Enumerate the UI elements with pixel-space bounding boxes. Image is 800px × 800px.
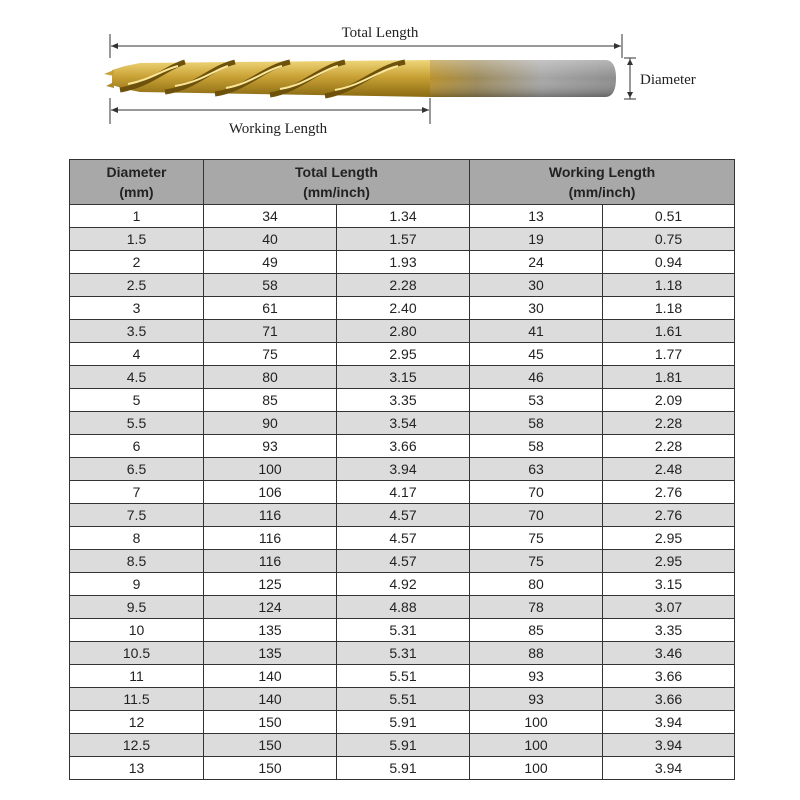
cell-working-mm: 46 [470, 366, 603, 389]
cell-total-inch: 5.31 [337, 642, 470, 665]
cell-total-inch: 2.40 [337, 297, 470, 320]
cell-total-mm: 40 [204, 228, 337, 251]
cell-working-inch: 3.66 [603, 688, 735, 711]
cell-working-mm: 30 [470, 274, 603, 297]
cell-working-inch: 3.94 [603, 711, 735, 734]
cell-diameter: 6 [70, 435, 204, 458]
cell-working-mm: 58 [470, 435, 603, 458]
cell-diameter: 9.5 [70, 596, 204, 619]
cell-working-mm: 93 [470, 665, 603, 688]
drill-bit-image [104, 60, 616, 97]
table-row [70, 642, 735, 665]
cell-diameter: 12 [70, 711, 204, 734]
cell-total-mm: 140 [204, 665, 337, 688]
cell-working-inch: 2.76 [603, 481, 735, 504]
table-row [70, 389, 735, 412]
cell-working-inch: 3.46 [603, 642, 735, 665]
cell-working-mm: 88 [470, 642, 603, 665]
cell-working-mm: 100 [470, 757, 603, 780]
cell-working-inch: 0.75 [603, 228, 735, 251]
cell-working-inch: 1.81 [603, 366, 735, 389]
cell-diameter: 12.5 [70, 734, 204, 757]
cell-total-mm: 150 [204, 711, 337, 734]
cell-total-mm: 116 [204, 504, 337, 527]
cell-diameter: 1.5 [70, 228, 204, 251]
table-row [70, 688, 735, 711]
cell-total-inch: 2.28 [337, 274, 470, 297]
cell-total-inch: 4.57 [337, 550, 470, 573]
table-row [70, 228, 735, 251]
cell-working-mm: 80 [470, 573, 603, 596]
cell-total-mm: 75 [204, 343, 337, 366]
header-total-length-unit: (mm/inch) [303, 184, 370, 200]
table-row [70, 205, 735, 228]
cell-diameter: 10.5 [70, 642, 204, 665]
cell-working-inch: 1.77 [603, 343, 735, 366]
cell-total-inch: 1.93 [337, 251, 470, 274]
cell-total-mm: 116 [204, 550, 337, 573]
drill-size-table [69, 159, 735, 780]
header-diameter [70, 160, 204, 205]
table-row [70, 527, 735, 550]
cell-working-inch: 1.18 [603, 274, 735, 297]
cell-working-mm: 70 [470, 504, 603, 527]
table-row [70, 343, 735, 366]
cell-working-inch: 3.94 [603, 757, 735, 780]
table-row [70, 596, 735, 619]
header-working-length-title: Working Length [548, 164, 656, 180]
cell-diameter: 4.5 [70, 366, 204, 389]
header-diameter-unit: (mm) [119, 184, 154, 200]
cell-total-inch: 4.92 [337, 573, 470, 596]
cell-working-mm: 41 [470, 320, 603, 343]
table-row [70, 550, 735, 573]
cell-total-mm: 85 [204, 389, 337, 412]
cell-working-inch: 0.51 [603, 205, 735, 228]
cell-total-mm: 140 [204, 688, 337, 711]
cell-working-inch: 2.09 [603, 389, 735, 412]
cell-total-inch: 1.57 [337, 228, 470, 251]
header-working-length-unit: (mm/inch) [568, 184, 636, 200]
cell-working-inch: 3.35 [603, 619, 735, 642]
cell-diameter: 5 [70, 389, 204, 412]
cell-diameter: 13 [70, 757, 204, 780]
cell-working-mm: 58 [470, 412, 603, 435]
cell-diameter: 10 [70, 619, 204, 642]
cell-total-inch: 4.88 [337, 596, 470, 619]
cell-total-inch: 3.35 [337, 389, 470, 412]
cell-diameter: 1 [70, 205, 204, 228]
header-total-length [204, 160, 470, 205]
cell-total-inch: 4.17 [337, 481, 470, 504]
cell-working-mm: 45 [470, 343, 603, 366]
cell-working-mm: 100 [470, 711, 603, 734]
cell-diameter: 5.5 [70, 412, 204, 435]
diameter-dimension [624, 58, 696, 99]
cell-total-inch: 3.15 [337, 366, 470, 389]
cell-total-mm: 135 [204, 619, 337, 642]
cell-working-inch: 2.76 [603, 504, 735, 527]
table-row [70, 504, 735, 527]
cell-working-inch: 2.95 [603, 550, 735, 573]
cell-diameter: 11 [70, 665, 204, 688]
cell-diameter: 11.5 [70, 688, 204, 711]
cell-diameter: 7 [70, 481, 204, 504]
cell-working-inch: 3.15 [603, 573, 735, 596]
cell-working-mm: 70 [470, 481, 603, 504]
cell-total-inch: 5.51 [337, 688, 470, 711]
cell-total-inch: 4.57 [337, 527, 470, 550]
cell-diameter: 4 [70, 343, 204, 366]
cell-total-mm: 150 [204, 734, 337, 757]
working-length-label: Working Length [228, 121, 328, 137]
cell-working-mm: 19 [470, 228, 603, 251]
table-header-row [70, 160, 735, 205]
drill-bit-diagram [0, 0, 800, 150]
cell-total-inch: 5.91 [337, 734, 470, 757]
cell-diameter: 7.5 [70, 504, 204, 527]
cell-total-inch: 4.57 [337, 504, 470, 527]
cell-total-mm: 90 [204, 412, 337, 435]
cell-working-mm: 53 [470, 389, 603, 412]
cell-working-mm: 13 [470, 205, 603, 228]
cell-total-mm: 49 [204, 251, 337, 274]
cell-total-inch: 1.34 [337, 205, 470, 228]
cell-diameter: 2 [70, 251, 204, 274]
cell-total-inch: 5.31 [337, 619, 470, 642]
cell-working-mm: 78 [470, 596, 603, 619]
table-row [70, 320, 735, 343]
cell-working-inch: 1.61 [603, 320, 735, 343]
cell-diameter: 9 [70, 573, 204, 596]
cell-total-mm: 34 [204, 205, 337, 228]
cell-working-inch: 2.28 [603, 435, 735, 458]
cell-total-mm: 116 [204, 527, 337, 550]
table-row [70, 251, 735, 274]
cell-working-mm: 24 [470, 251, 603, 274]
table-row [70, 274, 735, 297]
cell-total-mm: 125 [204, 573, 337, 596]
table-row [70, 711, 735, 734]
cell-working-inch: 3.07 [603, 596, 735, 619]
cell-working-inch: 0.94 [603, 251, 735, 274]
cell-working-mm: 93 [470, 688, 603, 711]
cell-total-inch: 2.80 [337, 320, 470, 343]
cell-diameter: 6.5 [70, 458, 204, 481]
cell-diameter: 3.5 [70, 320, 204, 343]
total-length-label: Total Length [341, 25, 419, 41]
working-length-dimension [110, 98, 430, 137]
cell-diameter: 8 [70, 527, 204, 550]
table-row [70, 435, 735, 458]
table-row [70, 366, 735, 389]
cell-total-mm: 61 [204, 297, 337, 320]
cell-working-mm: 63 [470, 458, 603, 481]
cell-total-inch: 2.95 [337, 343, 470, 366]
cell-total-inch: 5.51 [337, 665, 470, 688]
cell-working-mm: 30 [470, 297, 603, 320]
cell-total-inch: 3.66 [337, 435, 470, 458]
cell-total-mm: 150 [204, 757, 337, 780]
cell-total-inch: 5.91 [337, 711, 470, 734]
cell-total-mm: 58 [204, 274, 337, 297]
cell-total-mm: 71 [204, 320, 337, 343]
cell-total-inch: 5.91 [337, 757, 470, 780]
table-row [70, 757, 735, 780]
table-row [70, 573, 735, 596]
table-row [70, 412, 735, 435]
cell-diameter: 2.5 [70, 274, 204, 297]
table-row [70, 297, 735, 320]
cell-working-mm: 75 [470, 527, 603, 550]
cell-working-inch: 2.28 [603, 412, 735, 435]
header-diameter-title: Diameter [106, 164, 167, 180]
header-working-length [470, 160, 735, 205]
cell-working-inch: 3.66 [603, 665, 735, 688]
cell-total-inch: 3.94 [337, 458, 470, 481]
table-row [70, 458, 735, 481]
total-length-dimension [110, 20, 622, 58]
cell-working-mm: 75 [470, 550, 603, 573]
table-row [70, 665, 735, 688]
header-total-length-title: Total Length [295, 164, 378, 180]
table-row [70, 619, 735, 642]
table-row [70, 481, 735, 504]
cell-working-inch: 2.48 [603, 458, 735, 481]
cell-working-inch: 3.94 [603, 734, 735, 757]
cell-total-mm: 124 [204, 596, 337, 619]
cell-diameter: 3 [70, 297, 204, 320]
table-row [70, 734, 735, 757]
cell-total-inch: 3.54 [337, 412, 470, 435]
cell-working-inch: 2.95 [603, 527, 735, 550]
cell-diameter: 8.5 [70, 550, 204, 573]
cell-working-mm: 85 [470, 619, 603, 642]
cell-total-mm: 106 [204, 481, 337, 504]
diameter-label: Diameter [640, 72, 696, 88]
cell-total-mm: 100 [204, 458, 337, 481]
cell-total-mm: 80 [204, 366, 337, 389]
cell-working-inch: 1.18 [603, 297, 735, 320]
cell-total-mm: 135 [204, 642, 337, 665]
cell-working-mm: 100 [470, 734, 603, 757]
cell-total-mm: 93 [204, 435, 337, 458]
